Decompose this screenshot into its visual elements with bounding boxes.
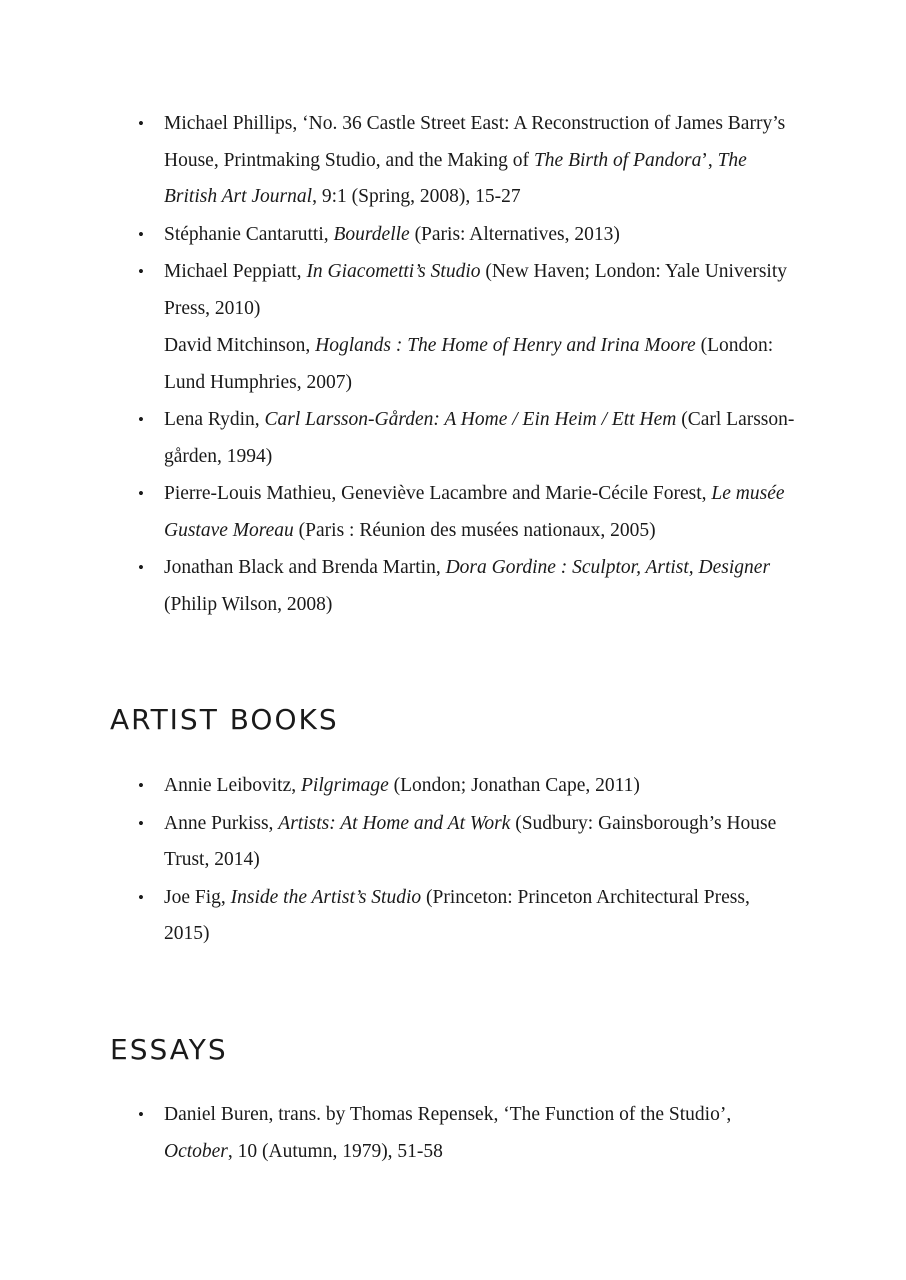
section-heading-essays: ESSAYS bbox=[110, 1033, 228, 1066]
list-item: • Michael Peppiatt, In Giacometti’s Studio (New Haven; London: Yale University Press, 2010) bbox=[140, 254, 800, 327]
list-item: • Jonathan Black and Brenda Martin, Dora Gordine : Sculptor, Artist, Designer (Philip Wilson, 2008) bbox=[140, 550, 800, 623]
list-item: • Anne Purkiss, Artists: At Home and At Work (Sudbury: Gainsborough’s House Trust, 2014) bbox=[140, 806, 800, 879]
list-item: • Michael Phillips, ‘No. 36 Castle Street East: A Reconstruction of James Barry’s House, Printmaking Studio, and the Making of The Birth of Pandora’, The British Art Journal, 9:1 (Spring, 2008), 15-27 bbox=[140, 106, 800, 216]
bibliography-list bbox=[140, 1097, 800, 1171]
list-item: • Joe Fig, Inside the Artist’s Studio (Princeton: Princeton Architectural Press, 2015) bbox=[140, 880, 800, 953]
bibliography-list bbox=[140, 768, 800, 954]
list-item: • Annie Leibovitz, Pilgrimage (London; Jonathan Cape, 2011) bbox=[140, 768, 800, 805]
list-item: • Stéphanie Cantarutti, Bourdelle (Paris: Alternatives, 2013) bbox=[140, 217, 800, 254]
section-heading-artist-books: ARTIST BOOKS bbox=[110, 703, 339, 736]
bibliography-list bbox=[140, 106, 800, 624]
list-item: David Mitchinson, Hoglands : The Home of Henry and Irina Moore (London: Lund Humphries, 2007) bbox=[164, 335, 774, 393]
list-item: • Daniel Buren, trans. by Thomas Repensek, ‘The Function of the Studio’, October, 10 (Autumn, 1979), 51-58 bbox=[140, 1097, 800, 1170]
list-item: • Lena Rydin, Carl Larsson-Gården: A Home / Ein Heim / Ett Hem (Carl Larsson-gården, 1994) bbox=[140, 402, 800, 475]
list-item: • Pierre-Louis Mathieu, Geneviève Lacambre and Marie-Cécile Forest, Le musée Gustave Moreau (Paris : Réunion des musées nationaux, 2005) bbox=[140, 476, 800, 549]
